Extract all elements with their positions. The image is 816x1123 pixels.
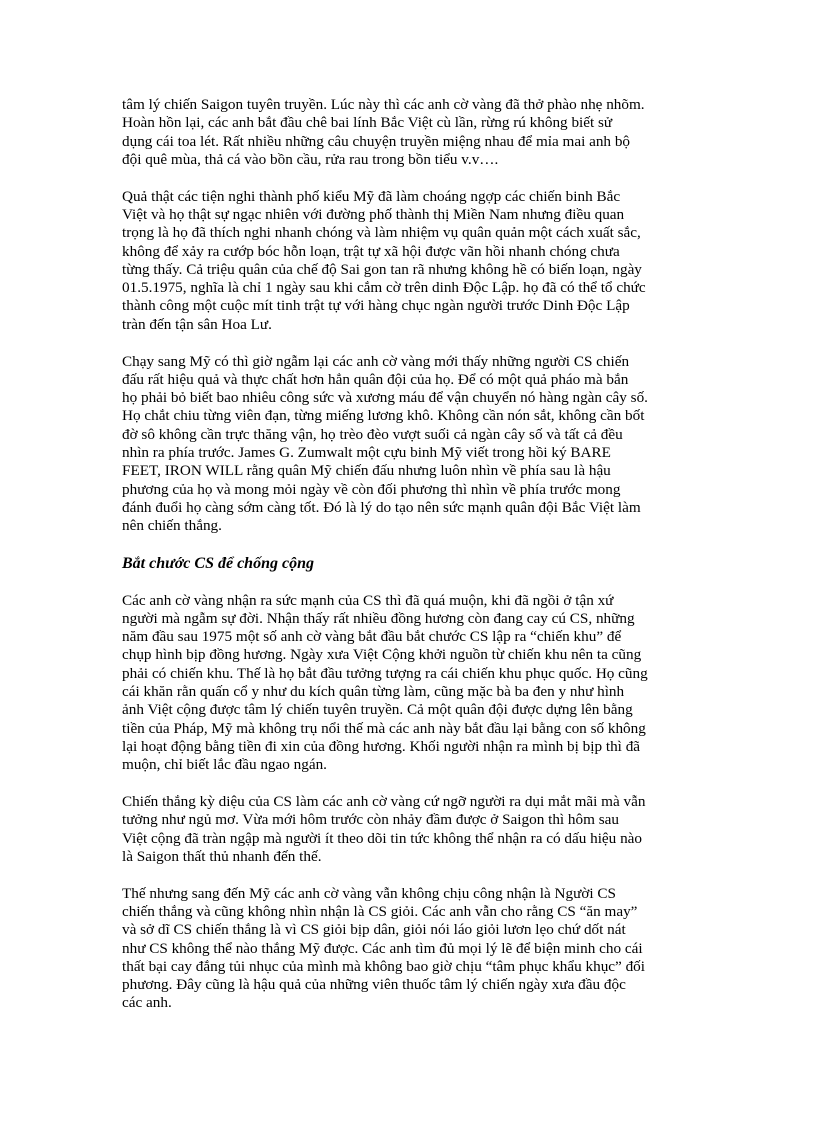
text-line: 01.5.1975, nghĩa là chỉ 1 ngày sau khi cắm cờ trên dinh Độc Lập. họ đã có thể tổ chức: [122, 279, 646, 297]
paragraph-1: [122, 96, 702, 169]
text-line: Họ chắt chiu từng viên đạn, từng miếng lương khô. Không cần nón sắt, không cần bốt: [122, 407, 645, 425]
text-line: trọng là họ đã thích nghi nhanh chóng và làm nhiệm vụ quân quản một cách xuất sắc,: [122, 224, 641, 242]
text-line: phương. Đây cũng là hậu quả của những viên thuốc tâm lý chiến ngày xưa đầu độc: [122, 976, 626, 994]
paragraph-4: [122, 592, 702, 775]
paragraph-6: [122, 885, 702, 1013]
text-line: dụng cái toa lét. Rất nhiều những câu chuyện truyền miệng nhau để mỉa mai anh bộ: [122, 132, 631, 150]
text-line: là Saigon thất thủ nhanh đến thế.: [122, 847, 322, 865]
text-line: phương của họ và mong mỏi ngày về còn đối phương thì nhìn về phía trước mong: [122, 480, 621, 498]
text-line: chiến thắng và cũng không nhìn nhận là CS giỏi. Các anh vẫn cho rằng CS “ăn may”: [122, 902, 638, 920]
text-line: tâm lý chiến Saigon tuyên truyền. Lúc này thì các anh cờ vàng đã thở phào nhẹ nhõm.: [122, 96, 645, 113]
document-page: [122, 96, 702, 1013]
text-line: Việt cộng đã tràn ngập mà người ít theo dõi tin tức không thể nhận ra có dấu hiệu nào: [122, 829, 642, 847]
text-line: FEET, IRON WILL rằng quân Mỹ chiến đấu nhưng luôn nhìn về phía sau là hậu: [122, 462, 611, 480]
text-line: Thế nhưng sang đến Mỹ các anh cờ vàng vẫn không chịu công nhận là Người CS: [122, 884, 616, 902]
text-line: lại hoạt động bằng tiền đi xin của đồng hương. Khối người nhận ra mình bị bịp thì đã: [122, 737, 641, 755]
text-line: đờ sô không cần trực thăng vận, họ trèo đèo vượt suối cả ngàn cây số và tất cả đều: [122, 425, 623, 443]
text-line: năm đầu sau 1975 một số anh cờ vàng bắt đầu bắt chước CS lập ra “chiến khu” để: [122, 628, 622, 646]
text-line: ảnh Việt cộng được tâm lý chiến tuyên truyền. Cả một quân đội được dựng lên bằng: [122, 701, 633, 719]
paragraph-2: [122, 188, 702, 334]
text-line: đánh đuổi họ càng sớm càng tốt. Đó là lý do tạo nên sức mạnh quân đội Bắc Việt làm: [122, 498, 641, 516]
text-line: đội quê mùa, thả cá vào bồn cầu, rửa rau trong bồn tiểu v.v….: [122, 150, 499, 168]
text-line: như CS không thể nào thắng Mỹ được. Các anh tìm đủ mọi lý lẽ để biện minh cho cái: [122, 939, 643, 957]
text-line: phải có chiến khu. Thế là họ bắt đầu tưởng tượng ra cái chiến khu phục quốc. Họ cũng: [122, 664, 648, 682]
text-line: các anh.: [122, 994, 172, 1012]
text-line: Việt và họ thật sự ngạc nhiên với đường phố thành thị Miền Nam nhưng điều quan: [122, 205, 625, 223]
text-line: tràn đến tận sân Hoa Lư.: [122, 315, 272, 333]
text-line: Chạy sang Mỹ có thì giờ ngẫm lại các anh cờ vàng mới thấy những người CS chiến: [122, 352, 630, 370]
text-line: chụp hình bịp đồng hương. Ngày xưa Việt Cộng khởi nguồn từ chiến khu nên ta cũng: [122, 646, 642, 664]
section-heading: Bắt chước CS để chống cộng: [122, 555, 314, 573]
text-line: Các anh cờ vàng nhận ra sức mạnh của CS thì đã quá muộn, khi đã ngồi ở tận xứ: [122, 591, 614, 609]
paragraph-3: [122, 353, 702, 536]
text-line: nhìn ra phía trước. James G. Zumwalt một cựu binh Mỹ viết trong hồi ký BARE: [122, 444, 611, 462]
text-line: đấu rất hiệu quả và thực chất hơn hẳn quân đội của họ. Để có một quả pháo mà bắn: [122, 370, 629, 388]
text-line: và sở dĩ CS chiến thắng là vì CS giỏi bịp dân, giỏi nói láo giỏi lươn lẹo chứ dốt nát: [122, 921, 626, 939]
text-line: Chiến thắng kỳ diệu của CS làm các anh cờ vàng cứ ngỡ người ra dụi mắt mãi mà vẫn: [122, 793, 646, 810]
text-line: thành công một cuộc mít tinh trật tự với hàng chục ngàn người trước Dinh Độc Lập: [122, 297, 630, 315]
text-line: họ phải bỏ biết bao nhiêu công sức và xương máu để vận chuyển nó hàng ngàn cây số.: [122, 389, 648, 407]
text-line: từng thấy. Cả triệu quân của chế độ Sai gon tan rã nhưng không hề có biến loạn, ngày: [122, 260, 642, 278]
text-line: nên chiến thắng.: [122, 517, 222, 535]
text-line: tưởng như ngủ mơ. Vừa mới hôm trước còn nhảy đầm được ở Saigon thì hôm sau: [122, 811, 619, 829]
text-line: người mà ngẫm sự đời. Nhận thấy rất nhiều đồng hương còn đang cay cú CS, những: [122, 609, 635, 627]
text-line: tiền của Pháp, Mỹ mà không trụ nổi thế mà các anh này bắt đầu lại bằng con số không: [122, 719, 646, 737]
text-line: không để xảy ra cướp bóc hỗn loạn, trật tự xã hội được vãn hồi nhanh chóng chưa: [122, 242, 620, 260]
text-line: cái khăn rằn quấn cổ y như du kích quân từng làm, cũng mặc bà ba đen y như hình: [122, 683, 625, 701]
text-line: thất bại cay đắng tủi nhục của mình mà không bao giờ chịu “tâm phục khẩu khục” đối: [122, 957, 645, 975]
paragraph-5: [122, 793, 702, 866]
text-line: Hoàn hồn lại, các anh bắt đầu chê bai lính Bắc Việt cù lần, rừng rú không biết sử: [122, 114, 613, 132]
text-line: muộn, chỉ biết lắc đầu ngao ngán.: [122, 756, 327, 774]
text-line: Quả thật các tiện nghi thành phố kiểu Mỹ đã làm choáng ngợp các chiến binh Bắc: [122, 187, 621, 205]
